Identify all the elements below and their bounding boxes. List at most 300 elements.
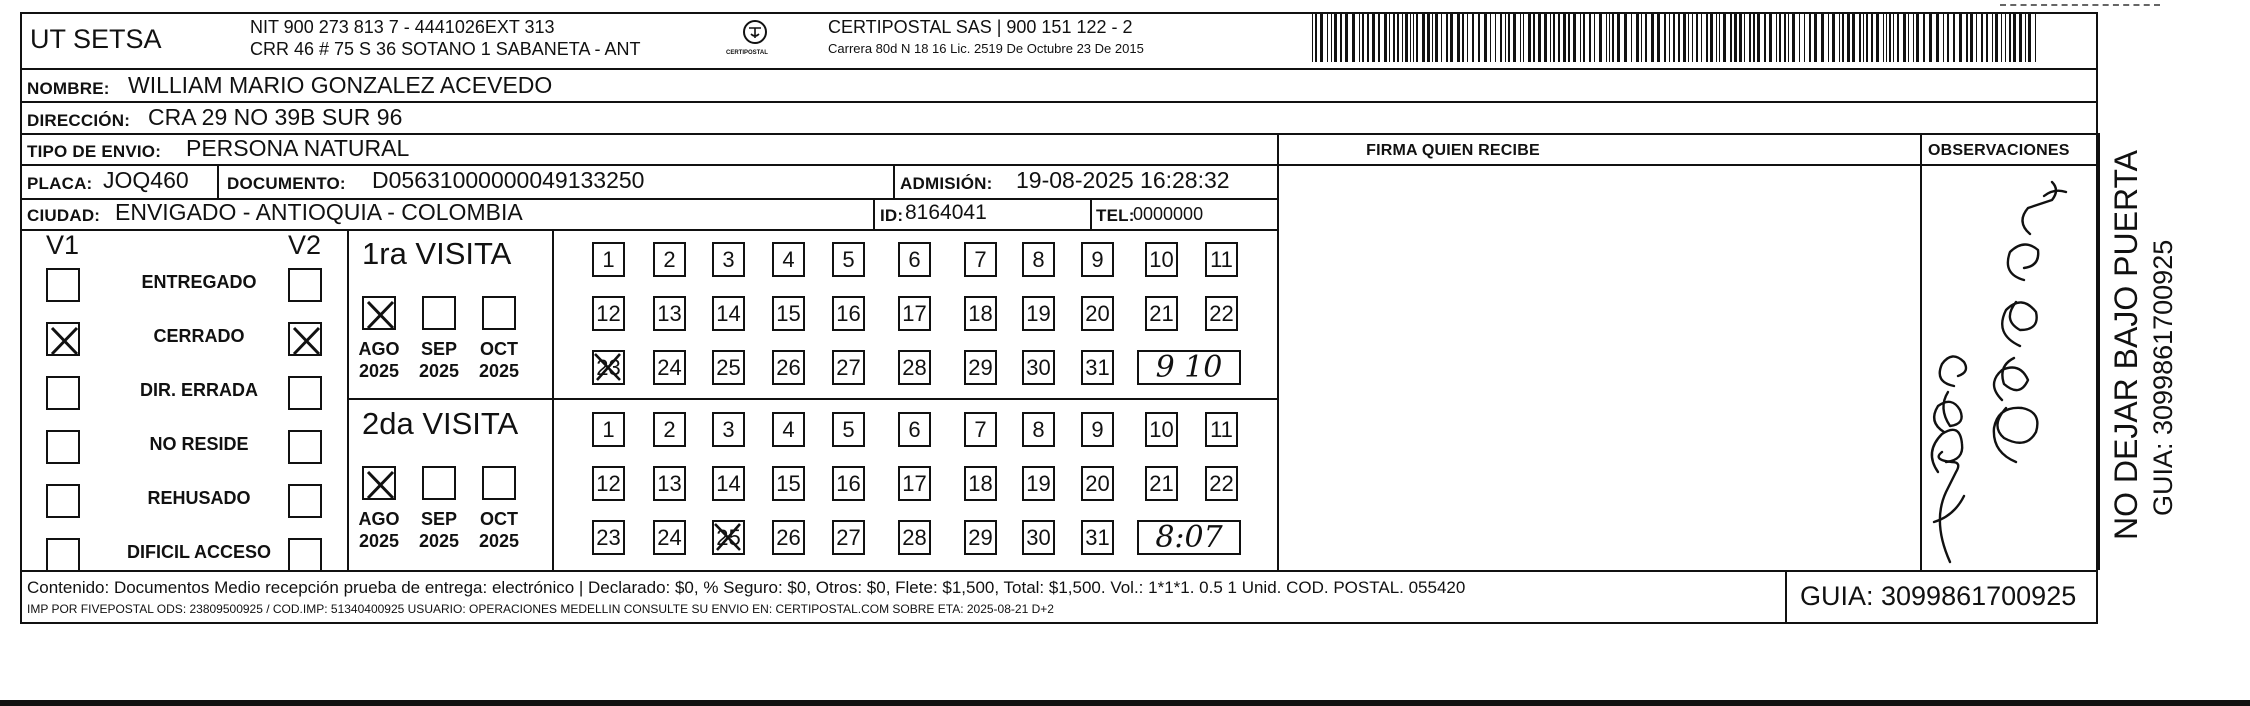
month-year: 2025 xyxy=(418,361,460,381)
day-box[interactable] xyxy=(1145,242,1178,277)
day-box[interactable] xyxy=(712,412,745,447)
day-box[interactable] xyxy=(1145,466,1178,501)
plate-label: PLACA: xyxy=(27,174,93,193)
day-box[interactable] xyxy=(1205,242,1238,277)
status-v2-checkbox[interactable] xyxy=(288,484,322,518)
barcode-bar xyxy=(1580,12,1581,62)
barcode-bar xyxy=(1505,12,1506,62)
month-name: SEP xyxy=(420,339,458,359)
barcode-bar xyxy=(1753,12,1755,62)
day-number: 22 xyxy=(1209,470,1234,496)
recipient-address: CRA 29 NO 39B SUR 96 xyxy=(148,104,403,130)
barcode-bar xyxy=(1327,12,1328,62)
barcode-bar xyxy=(1719,12,1720,62)
day-number: 25 xyxy=(716,354,741,380)
barcode-bar xyxy=(1981,12,1983,62)
imp-line: IMP POR FIVEPOSTAL ODS: 23809500925 / COD.IMP: 51340400925 USUARIO: OPERACIONES MEDELLIN CONSULTE SU ENVIO EN: CERTIPOSTAL.COM SOBRE ETA: 2025-08-21 D+2 xyxy=(27,602,1054,616)
day-box[interactable] xyxy=(832,350,865,385)
status-v2-checkbox[interactable] xyxy=(288,376,322,410)
day-number: 2 xyxy=(663,246,676,272)
barcode-bar xyxy=(1362,12,1364,62)
day-box[interactable] xyxy=(653,466,686,501)
day-box[interactable] xyxy=(1205,296,1238,331)
day-box[interactable] xyxy=(772,412,805,447)
day-box[interactable] xyxy=(1205,466,1238,501)
barcode-bar xyxy=(1673,12,1675,62)
barcode-bar xyxy=(2025,12,2026,62)
side-guia: GUIA: 3099861700925 xyxy=(2148,239,2178,516)
month-name: OCT xyxy=(480,509,518,529)
day-box[interactable] xyxy=(898,350,931,385)
day-box[interactable] xyxy=(964,520,997,555)
barcode-bar xyxy=(1538,12,1541,62)
shipment-type-label: TIPO DE ENVIO: xyxy=(27,142,162,161)
barcode-bar xyxy=(1852,12,1855,62)
day-number: 20 xyxy=(1085,300,1110,326)
day-box[interactable] xyxy=(832,412,865,447)
day-number: 27 xyxy=(836,354,861,380)
barcode-bar xyxy=(1657,12,1660,62)
day-number: 12 xyxy=(596,470,621,496)
sender-address-line: CRR 46 # 75 S 36 SOTANO 1 SABANETA - ANT xyxy=(250,39,641,59)
day-box[interactable] xyxy=(772,242,805,277)
visit-time-box[interactable] xyxy=(1137,350,1241,385)
status-v1-checkbox[interactable] xyxy=(46,430,80,464)
barcode-bar xyxy=(1523,12,1524,62)
barcode-bar xyxy=(1315,12,1317,62)
plate-value: JOQ460 xyxy=(103,167,189,193)
barcode-bar xyxy=(1450,12,1453,62)
day-box[interactable] xyxy=(1205,412,1238,447)
barcode-bar xyxy=(1809,12,1811,62)
day-box[interactable] xyxy=(964,350,997,385)
day-box[interactable] xyxy=(898,296,931,331)
barcode-bar xyxy=(1863,12,1864,62)
day-number: 29 xyxy=(968,524,993,550)
barcode-bar xyxy=(1340,12,1342,62)
day-box[interactable] xyxy=(832,242,865,277)
barcode-bar xyxy=(1799,12,1800,62)
check-mark-icon xyxy=(48,324,82,358)
barcode-bar xyxy=(1876,12,1879,62)
barcode-bar xyxy=(2028,12,2031,62)
barcode-bar xyxy=(1953,12,1955,62)
barcode-bar xyxy=(1916,12,1919,62)
visit-time: 9 10 xyxy=(1155,350,1223,385)
day-box[interactable] xyxy=(1081,520,1114,555)
month-checkbox[interactable] xyxy=(362,296,396,330)
barcode-bar xyxy=(1384,12,1387,62)
barcode-bar xyxy=(1599,12,1602,62)
recipient-name: WILLIAM MARIO GONZALEZ ACEVEDO xyxy=(128,72,553,98)
day-number: 23 xyxy=(596,354,621,380)
day-box[interactable] xyxy=(964,296,997,331)
month-year: 2025 xyxy=(358,531,400,551)
barcode-bar xyxy=(1664,12,1666,62)
certipostal-logo-icon xyxy=(722,14,788,64)
barcode-bar xyxy=(1903,12,1906,62)
day-box[interactable] xyxy=(898,520,931,555)
day-box[interactable] xyxy=(592,350,625,385)
day-number: 8 xyxy=(1032,416,1045,442)
barcode-bar xyxy=(1636,12,1639,62)
document-label: DOCUMENTO: xyxy=(227,174,346,193)
day-box[interactable] xyxy=(898,466,931,501)
day-box[interactable] xyxy=(712,466,745,501)
day-number: 5 xyxy=(842,246,855,272)
day-box[interactable] xyxy=(712,350,745,385)
day-number: 29 xyxy=(968,354,993,380)
barcode-bar xyxy=(1359,12,1360,62)
status-v2-checkbox[interactable] xyxy=(288,430,322,464)
day-box[interactable] xyxy=(653,242,686,277)
status-v1-checkbox[interactable] xyxy=(46,538,80,572)
signature-header: FIRMA QUIEN RECIBE xyxy=(1366,142,1540,159)
day-number: 17 xyxy=(902,470,927,496)
day-box[interactable] xyxy=(832,296,865,331)
barcode-bar xyxy=(1393,12,1395,62)
day-box[interactable] xyxy=(1145,296,1178,331)
visit-1-title: 1ra VISITA xyxy=(362,236,512,271)
day-box[interactable] xyxy=(1022,412,1055,447)
address-label: DIRECCIÓN: xyxy=(27,111,131,130)
day-number: 11 xyxy=(1210,246,1233,272)
barcode-bar xyxy=(1441,12,1442,62)
barcode-bar xyxy=(1696,12,1698,62)
barcode-bar xyxy=(1508,12,1510,62)
day-box[interactable] xyxy=(592,242,625,277)
shipment-type: PERSONA NATURAL xyxy=(186,135,410,161)
day-box[interactable] xyxy=(712,520,745,555)
barcode-bar xyxy=(1692,12,1693,62)
month-year: 2025 xyxy=(478,531,520,551)
barcode-bar xyxy=(1645,12,1647,62)
month-checkbox[interactable] xyxy=(422,466,456,500)
barcode xyxy=(1310,8,2040,64)
barcode-bar xyxy=(1739,12,1742,62)
barcode-bar xyxy=(1716,12,1717,62)
id-value: 8164041 xyxy=(905,201,987,224)
day-number: 12 xyxy=(596,300,621,326)
status-label: REHUSADO xyxy=(147,488,251,508)
day-number: 26 xyxy=(776,354,801,380)
barcode-bar xyxy=(1866,12,1868,62)
status-label: NO RESIDE xyxy=(149,434,249,454)
barcode-bar xyxy=(1995,12,1998,62)
barcode-bar xyxy=(1847,12,1850,62)
bottom-rule xyxy=(0,700,2250,706)
day-box[interactable] xyxy=(1022,466,1055,501)
day-number: 15 xyxy=(776,470,801,496)
day-box[interactable] xyxy=(772,466,805,501)
guia-box: GUIA: 3099861700925 xyxy=(1800,581,2077,611)
day-number: 7 xyxy=(974,246,987,272)
barcode-bar xyxy=(1839,12,1840,62)
day-mark-icon xyxy=(592,350,625,385)
status-v1-checkbox[interactable] xyxy=(46,376,80,410)
barcode-bar xyxy=(1651,12,1654,62)
barcode-bar xyxy=(1683,12,1686,62)
barcode-bar xyxy=(1779,12,1781,62)
day-box[interactable] xyxy=(592,520,625,555)
barcode-bar xyxy=(1513,12,1516,62)
admission-value: 19-08-2025 16:28:32 xyxy=(1016,167,1230,193)
barcode-bar xyxy=(1624,12,1627,62)
certipostal-logo xyxy=(722,14,788,64)
month-name: AGO xyxy=(358,509,400,529)
barcode-bar xyxy=(1734,12,1737,62)
status-v2-checkbox[interactable] xyxy=(288,268,322,302)
day-box[interactable] xyxy=(964,412,997,447)
carrier-line: CERTIPOSTAL SAS | 900 151 122 - 2 xyxy=(828,17,1133,37)
barcode-bar xyxy=(1544,12,1547,62)
day-number: 18 xyxy=(968,300,993,326)
day-box[interactable] xyxy=(1081,466,1114,501)
status-label: DIR. ERRADA xyxy=(139,380,258,400)
day-box[interactable] xyxy=(898,242,931,277)
month-checkbox[interactable] xyxy=(422,296,456,330)
barcode-bar xyxy=(1913,12,1914,62)
barcode-bar xyxy=(2013,12,2016,62)
day-box[interactable] xyxy=(1081,242,1114,277)
barcode-bar xyxy=(1821,12,1824,62)
v2-label: V2 xyxy=(288,230,322,260)
check-mark-icon xyxy=(290,324,324,358)
day-number: 28 xyxy=(902,354,927,380)
barcode-bar xyxy=(1908,12,1909,62)
day-box[interactable] xyxy=(1022,296,1055,331)
barcode-bar xyxy=(1320,12,1323,62)
day-number: 27 xyxy=(836,524,861,550)
day-number: 10 xyxy=(1149,246,1174,272)
day-number: 1 xyxy=(602,416,615,442)
barcode-bar xyxy=(1457,12,1460,62)
barcode-bar xyxy=(1859,12,1861,62)
barcode-bar xyxy=(1804,12,1805,62)
observations-header: OBSERVACIONES xyxy=(1928,142,2070,159)
barcode-bar xyxy=(1897,12,1899,62)
admission-label: ADMISIÓN: xyxy=(900,174,993,193)
tel-label: TEL: xyxy=(1096,206,1135,225)
day-number: 13 xyxy=(657,470,682,496)
month-name: AGO xyxy=(358,339,400,359)
day-number: 25 xyxy=(716,524,741,550)
month-name: OCT xyxy=(480,339,518,359)
barcode-bar xyxy=(1397,12,1399,62)
day-number: 8 xyxy=(1032,246,1045,272)
day-number: 30 xyxy=(1026,354,1051,380)
barcode-bar xyxy=(1612,12,1614,62)
barcode-bar xyxy=(1929,12,1932,62)
name-label: NOMBRE: xyxy=(27,79,110,98)
day-box[interactable] xyxy=(832,466,865,501)
barcode-bar xyxy=(1413,12,1414,62)
day-number: 31 xyxy=(1085,354,1110,380)
barcode-bar xyxy=(1609,12,1610,62)
day-number: 30 xyxy=(1026,524,1051,550)
day-box[interactable] xyxy=(772,350,805,385)
day-box[interactable] xyxy=(592,296,625,331)
day-box[interactable] xyxy=(832,520,865,555)
day-number: 24 xyxy=(657,524,682,550)
day-number: 21 xyxy=(1149,470,1174,496)
day-number: 19 xyxy=(1026,300,1051,326)
month-name: SEP xyxy=(420,509,458,529)
barcode-bar xyxy=(1372,12,1375,62)
day-box[interactable] xyxy=(712,242,745,277)
barcode-bar xyxy=(1706,12,1708,62)
day-number: 10 xyxy=(1149,416,1174,442)
month-checkbox[interactable] xyxy=(482,466,516,500)
barcode-bar xyxy=(1573,12,1576,62)
barcode-bar xyxy=(1792,12,1795,62)
day-number: 13 xyxy=(657,300,682,326)
day-box[interactable] xyxy=(653,520,686,555)
barcode-bar xyxy=(1558,12,1560,62)
barcode-bar xyxy=(1490,12,1491,62)
barcode-bar xyxy=(1594,12,1595,62)
id-label: ID: xyxy=(880,206,904,225)
day-box[interactable] xyxy=(592,412,625,447)
day-box[interactable] xyxy=(1145,412,1178,447)
day-box[interactable] xyxy=(1022,350,1055,385)
day-box[interactable] xyxy=(964,466,997,501)
day-number: 21 xyxy=(1149,300,1174,326)
status-v2-checkbox[interactable] xyxy=(288,538,322,572)
barcode-bar xyxy=(1749,12,1751,62)
status-v2-checkbox[interactable] xyxy=(288,322,322,356)
barcode-bar xyxy=(1472,12,1474,62)
day-number: 14 xyxy=(716,300,741,326)
day-number: 9 xyxy=(1091,416,1104,442)
month-year: 2025 xyxy=(418,531,460,551)
day-number: 1 xyxy=(602,246,615,272)
day-box[interactable] xyxy=(1022,242,1055,277)
top-dash-line xyxy=(2000,4,2160,6)
day-box[interactable] xyxy=(1022,520,1055,555)
barcode-bar xyxy=(1462,12,1464,62)
barcode-bar xyxy=(1757,12,1760,62)
barcode-bar xyxy=(1814,12,1817,62)
side-warning: NO DEJAR BAJO PUERTA xyxy=(2108,150,2144,540)
barcode-bar xyxy=(1886,12,1887,62)
barcode-bar xyxy=(1334,12,1337,62)
day-box[interactable] xyxy=(1081,350,1114,385)
nit-line: NIT 900 273 813 7 - 4441026EXT 313 xyxy=(250,17,555,37)
barcode-bar xyxy=(1520,12,1521,62)
barcode-bar xyxy=(1788,12,1789,62)
day-number: 31 xyxy=(1085,524,1110,550)
status-v1-checkbox[interactable] xyxy=(46,322,80,356)
barcode-bar xyxy=(1606,12,1607,62)
barcode-bar xyxy=(1367,12,1369,62)
barcode-bar xyxy=(1528,12,1531,62)
v1-label: V1 xyxy=(46,230,80,260)
barcode-bar xyxy=(1352,12,1355,62)
month-year: 2025 xyxy=(478,361,520,381)
day-number: 26 xyxy=(776,524,801,550)
day-number: 16 xyxy=(836,300,861,326)
day-box[interactable] xyxy=(653,350,686,385)
month-checkbox[interactable] xyxy=(362,466,396,500)
check-mark-icon xyxy=(364,298,398,332)
barcode-bar xyxy=(1784,12,1786,62)
city-value: ENVIGADO - ANTIOQUIA - COLOMBIA xyxy=(115,199,523,225)
month-checkbox[interactable] xyxy=(482,296,516,330)
barcode-bar xyxy=(2009,12,2011,62)
barcode-bar xyxy=(1832,12,1835,62)
barcode-bar xyxy=(1422,12,1425,62)
day-number: 4 xyxy=(782,416,795,442)
day-box[interactable] xyxy=(653,296,686,331)
check-mark-icon xyxy=(364,468,398,502)
day-number: 6 xyxy=(908,246,921,272)
barcode-bar xyxy=(1312,12,1313,62)
day-box[interactable] xyxy=(592,466,625,501)
day-number: 28 xyxy=(902,524,927,550)
barcode-bar xyxy=(1764,12,1766,62)
day-number: 16 xyxy=(836,470,861,496)
barcode-bar xyxy=(1631,12,1632,62)
day-box[interactable] xyxy=(712,296,745,331)
day-number: 3 xyxy=(722,246,735,272)
barcode-bar xyxy=(1641,12,1642,62)
barcode-bar xyxy=(1410,12,1411,62)
barcode-bar xyxy=(1710,12,1713,62)
barcode-bar xyxy=(1495,12,1496,62)
barcode-bar xyxy=(2035,12,2036,62)
day-box[interactable] xyxy=(964,242,997,277)
day-box[interactable] xyxy=(772,296,805,331)
day-box[interactable] xyxy=(772,520,805,555)
barcode-bar xyxy=(1936,12,1939,62)
company-name: UT SETSA xyxy=(30,24,162,54)
barcode-bar xyxy=(1828,12,1829,62)
barcode-bar xyxy=(1553,12,1555,62)
barcode-bar xyxy=(1427,12,1430,62)
day-number: 2 xyxy=(663,416,676,442)
barcode-bar xyxy=(1871,12,1873,62)
barcode-bar xyxy=(1416,12,1418,62)
barcode-bar xyxy=(1484,12,1487,62)
status-v1-checkbox[interactable] xyxy=(46,268,80,302)
barcode-bar xyxy=(1432,12,1433,62)
barcode-bar xyxy=(1730,12,1732,62)
barcode-bar xyxy=(2019,12,2022,62)
day-box[interactable] xyxy=(653,412,686,447)
barcode-bar xyxy=(1583,12,1585,62)
barcode-bar xyxy=(1889,12,1891,62)
day-number: 6 xyxy=(908,416,921,442)
day-number: 5 xyxy=(842,416,855,442)
day-number: 18 xyxy=(968,470,993,496)
barcode-bar xyxy=(1943,12,1944,62)
day-box[interactable] xyxy=(898,412,931,447)
day-number: 15 xyxy=(776,300,801,326)
barcode-bar xyxy=(1345,12,1348,62)
day-box[interactable] xyxy=(1081,296,1114,331)
visit-time-box[interactable] xyxy=(1137,520,1241,555)
barcode-bar xyxy=(1500,12,1502,62)
barcode-bar xyxy=(2005,12,2006,62)
day-number: 17 xyxy=(902,300,927,326)
barcode-bar xyxy=(1446,12,1448,62)
status-v1-checkbox[interactable] xyxy=(46,484,80,518)
barcode-bar xyxy=(1947,12,1949,62)
day-box[interactable] xyxy=(1081,412,1114,447)
barcode-bar xyxy=(1842,12,1844,62)
barcode-bar xyxy=(1550,12,1551,62)
